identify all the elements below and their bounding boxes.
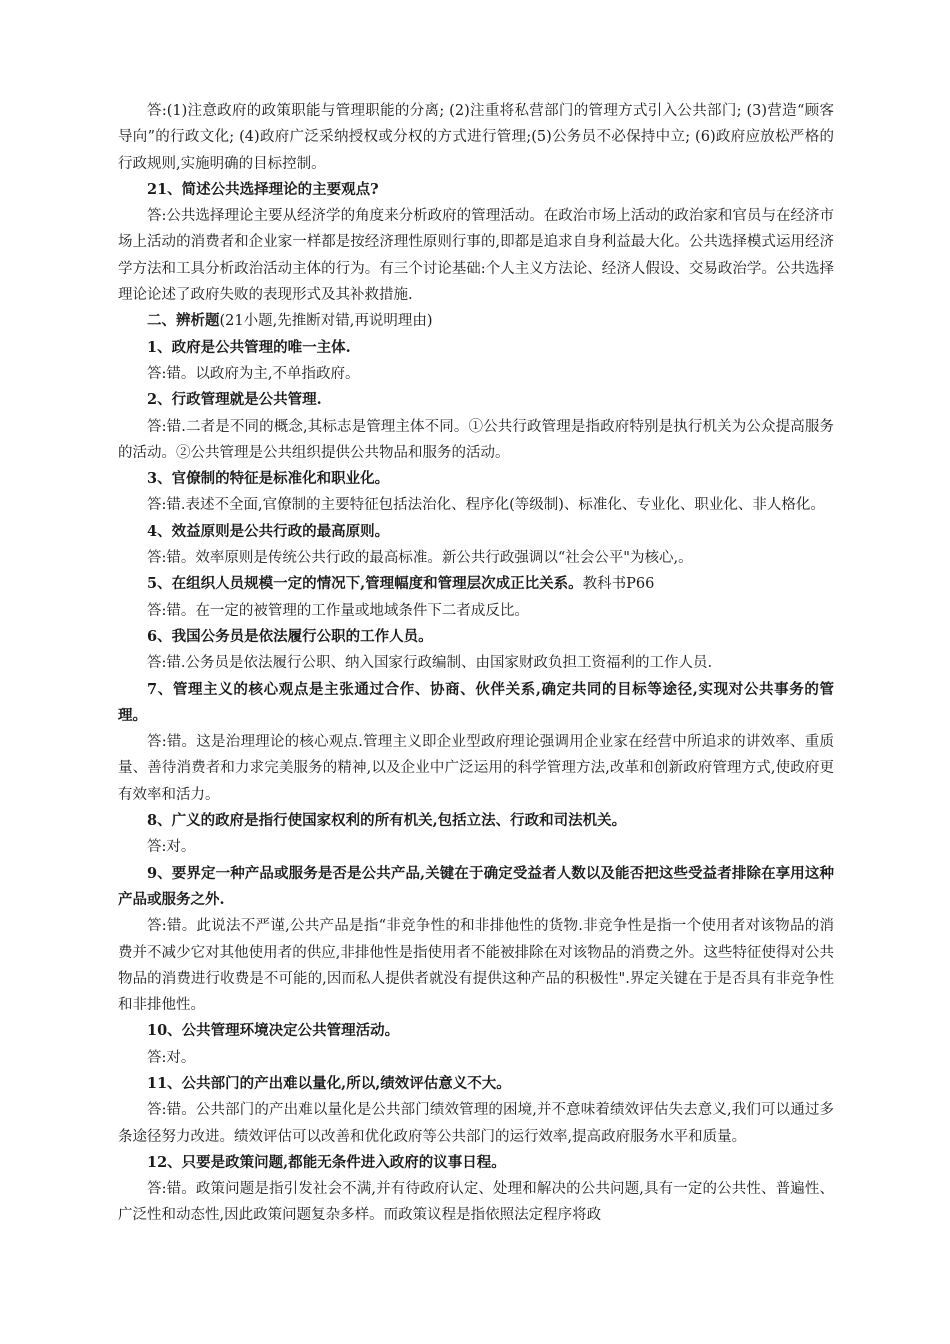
answer-8: 答:对。 [147, 839, 196, 856]
question-2: 2、行政管理就是公共管理. [147, 391, 322, 409]
answer-1: 答:错。以政府为主,不单指政府。 [147, 365, 360, 382]
answer-20: 答:(1)注意政府的政策职能与管理职能的分离; (2)注重将私营部门的管理方式引入公共部门; (3)营造“顾客导向”的行政文化; (4)政府广泛采纳授权或分权的方式进行管理;(5)公务员不必保持中立; (6)政府应放松严格的行政规则,实施明确的目标控制。 [118, 103, 834, 172]
answer-6: 答:错.公务员是依法履行公职、纳入国家行政编制、由国家财政负担工资福利的工作人员. [147, 655, 713, 672]
question-5: 5、在组织人员规模一定的情况下,管理幅度和管理层次成正比关系。 [147, 575, 583, 593]
question-1: 1、政府是公共管理的唯一主体. [147, 338, 351, 356]
answer-4: 答:错。效率原则是传统公共行政的最高标准。新公共行政强调以“社会公平"为核心,。 [147, 550, 693, 567]
answer-10: 答:对。 [147, 1049, 196, 1066]
question-12: 12、只要是政策问题,都能无条件进入政府的议事日程。 [147, 1153, 506, 1171]
question-10: 10、公共管理环境决定公共管理活动。 [147, 1022, 400, 1040]
answer-5: 答:错。在一定的被管理的工作量或地域条件下二者成反比。 [147, 602, 529, 619]
question-8: 8、广义的政府是指行使国家权利的所有机关,包括立法、行政和司法机关。 [147, 812, 627, 830]
answer-2: 答:错.二者是不同的概念,其标志是管理主体不同。①公共行政管理是指政府特别是执行机关为公众提高服务的活动。②公共管理是公共组织提供公共物品和服务的活动。 [118, 418, 834, 461]
question-9: 9、要界定一种产品或服务是否是公共产品,关键在于确定受益者人数以及能否把这些受益者排除在享用这种产品或服务之外. [118, 864, 834, 908]
answer-9: 答:错。此说法不严谨,公共产品是指“非竞争性的和非排他性的货物.非竞争性是指一个使用者对该物品的消费并不减少它对其他使用者的供应,非排他性是指使用者不能被排除在对该物品的消费之外。这些特征使得对公共物品的消费进行收费是不可能的,因而私人提供者就没有提供这种产品的积极性".界定关键在于是否具有非竞争性和非排他性。 [118, 918, 834, 1014]
question-6: 6、我国公务员是依法履行公职的工作人员。 [147, 627, 433, 645]
question-4: 4、效益原则是公共行政的最高原则。 [147, 522, 390, 540]
question-7: 7、管理主义的核心观点是主张通过合作、协商、伙伴关系,确定共同的目标等途径,实现对公共事务的管理。 [118, 680, 834, 724]
section-2-heading [118, 308, 834, 334]
question-21: 21、简述公共选择理论的主要观点? [147, 180, 379, 198]
section-2-title: 二、辨析题 [147, 312, 220, 330]
question-3: 3、官僚制的特征是标准化和职业化。 [147, 470, 390, 488]
question-11: 11、公共部门的产出难以量化,所以,绩效评估意义不大。 [147, 1074, 511, 1092]
answer-12: 答:错。政策问题是指引发社会不满,并有待政府认定、处理和解决的公共问题,具有一定的公共性、普遍性、广泛性和动态性,因此政策问题复杂多样。而政策议程是指依照法定程序将政 [118, 1181, 834, 1224]
question-5-line [118, 571, 834, 597]
answer-3: 答:错.表述不全面,官僚制的主要特征包括法治化、程序化(等级制)、标准化、专业化、职业化、非人格化。 [147, 497, 825, 514]
answer-7: 答:错。这是治理理论的核心观点.管理主义即企业型政府理论强调用企业家在经营中所追求的讲效率、重质量、善待消费者和力求完美服务的精神,以及企业中广泛运用的科学管理方法,改革和创新政府管理方式,使政府更有效率和活力。 [118, 734, 834, 803]
section-2-note: (21小题,先推断对错,再说明理由) [219, 313, 433, 330]
document-page [118, 98, 834, 1229]
answer-21: 答:公共选择理论主要从经济学的角度来分析政府的管理活动。在政治市场上活动的政治家和官员与在经济市场上活动的消费者和企业家一样都是按经济理性原则行事的,即都是追求自身利益最大化。公共选择模式运用经济学方法和工具分析政治活动主体的行为。有三个讨论基础:个人主义方法论、经济人假设、交易政治学。公共选择理论论述了政府失败的表现形式及其补救措施. [118, 208, 834, 304]
answer-11: 答:错。公共部门的产出难以量化是公共部门绩效管理的困境,并不意味着绩效评估失去意义,我们可以通过多条途径努力改进。绩效评估可以改善和优化政府等公共部门的运行效率,提高政府服务水平和质量。 [118, 1102, 834, 1145]
question-5-note: 教科书P66 [582, 576, 655, 593]
